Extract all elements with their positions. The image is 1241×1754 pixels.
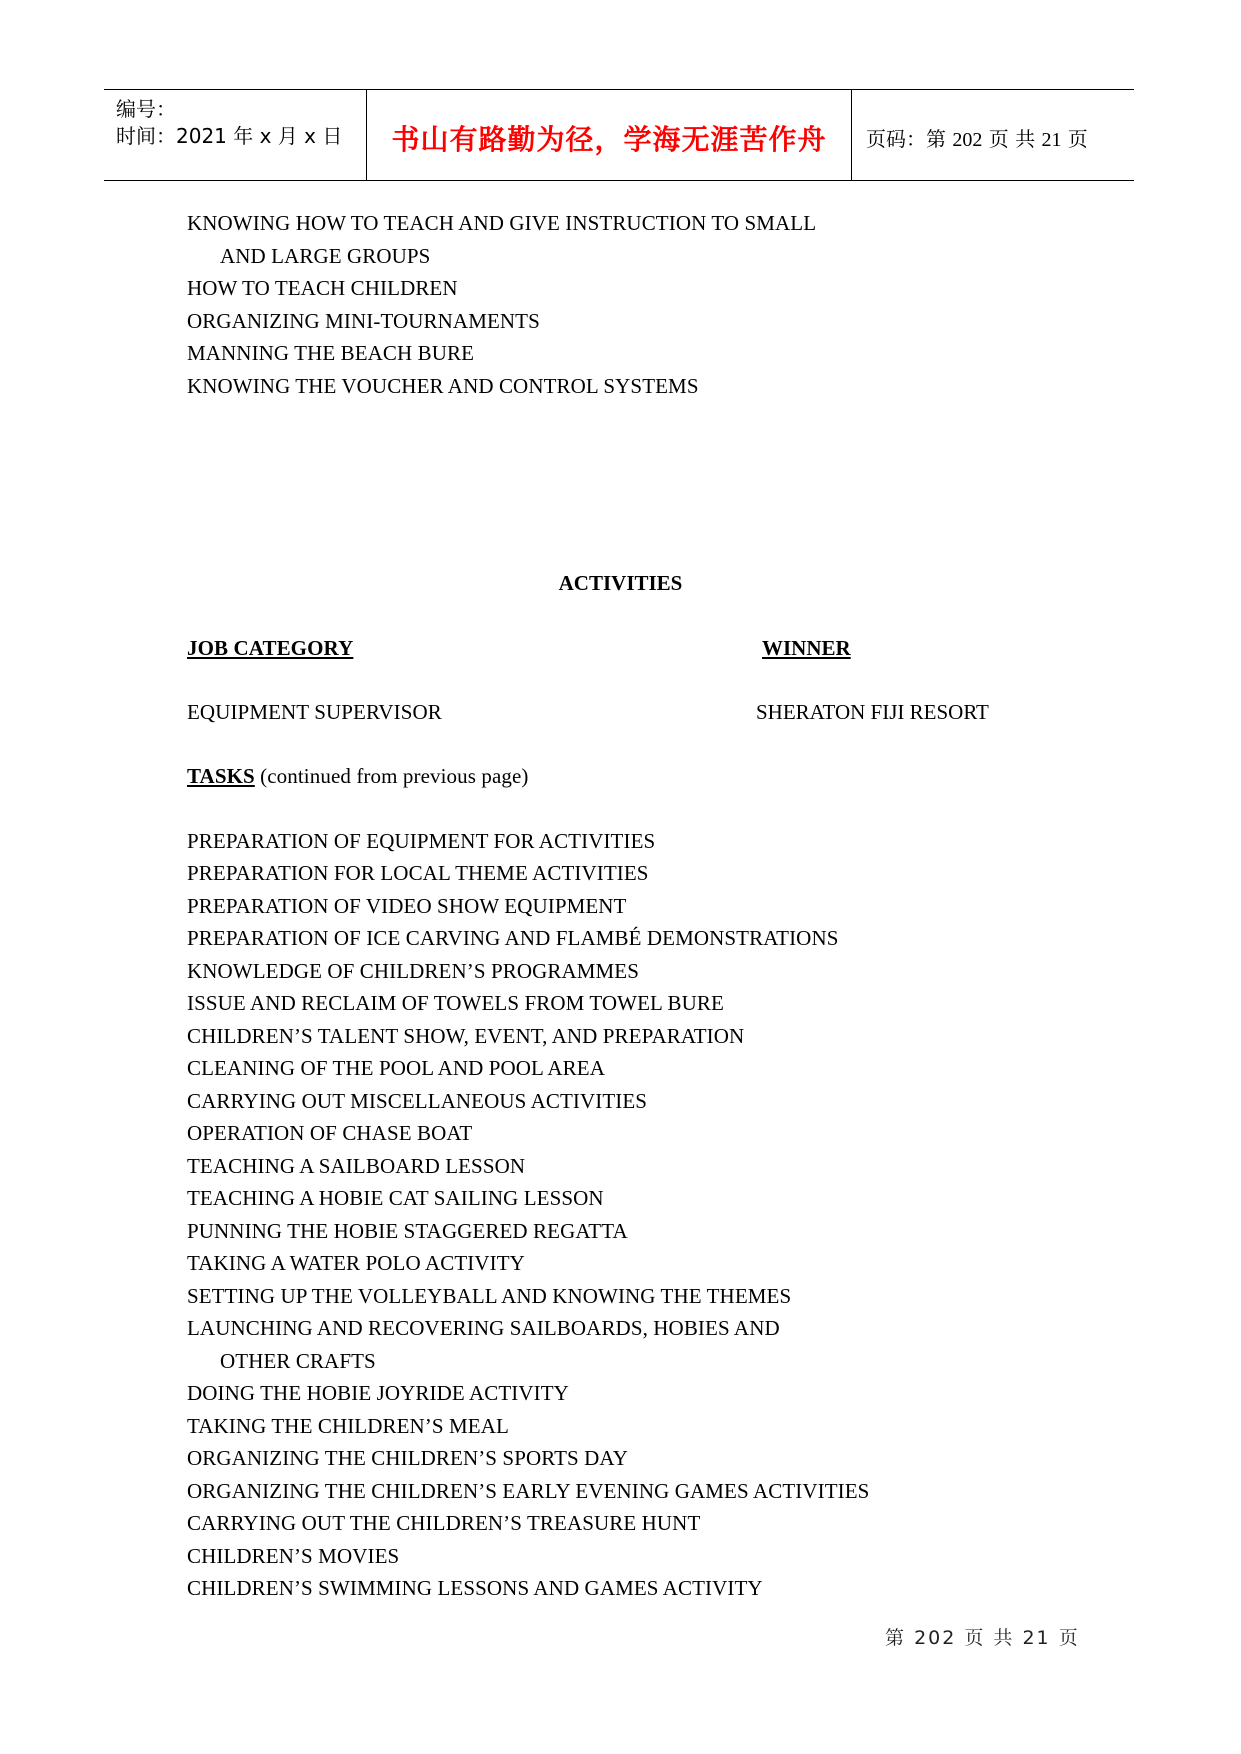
header-page-info: [866, 123, 1088, 152]
task-line: PREPARATION OF ICE CARVING AND FLAMBÉ DEMONSTRATIONS: [187, 926, 839, 950]
task-line: OTHER CRAFTS: [220, 1349, 376, 1373]
intro-line: MANNING THE BEACH BURE: [187, 341, 475, 365]
task-line: TEACHING A SAILBOARD LESSON: [187, 1154, 526, 1178]
document-time-label: 时间：2021 年 x 月 x 日: [116, 124, 343, 148]
intro-line: KNOWING THE VOUCHER AND CONTROL SYSTEMS: [187, 374, 699, 398]
intro-line: HOW TO TEACH CHILDREN: [187, 276, 458, 300]
task-line: TAKING THE CHILDREN’S MEAL: [187, 1414, 509, 1438]
task-line: CLEANING OF THE POOL AND POOL AREA: [187, 1056, 605, 1080]
tasks-heading: [187, 764, 529, 789]
footer-current: 202: [914, 1627, 957, 1649]
task-line: LAUNCHING AND RECOVERING SAILBOARDS, HOBIES AND: [187, 1316, 780, 1340]
task-line: ORGANIZING THE CHILDREN’S EARLY EVENING GAMES ACTIVITIES: [187, 1479, 870, 1503]
header-right-cell: [852, 90, 1134, 180]
intro-line: ORGANIZING MINI-TOURNAMENTS: [187, 309, 540, 333]
task-line: TAKING A WATER POLO ACTIVITY: [187, 1251, 525, 1275]
task-line: TEACHING A HOBIE CAT SAILING LESSON: [187, 1186, 604, 1210]
winner-value: SHERATON FIJI RESORT: [756, 700, 989, 724]
footer-mid: 页 共: [964, 1627, 1015, 1649]
footer-prefix: 第: [885, 1627, 907, 1649]
tasks-label: TASKS: [187, 764, 255, 788]
task-line: CARRYING OUT MISCELLANEOUS ACTIVITIES: [187, 1089, 648, 1113]
footer-total: 21: [1022, 1627, 1051, 1649]
header-motto: 书山有路勤为径，学海无涯苦作舟: [391, 123, 827, 156]
job-category-header: JOB CATEGORY: [187, 636, 354, 660]
header-left-cell: [104, 90, 366, 180]
document-number-label: 编号：: [116, 97, 176, 121]
task-line: DOING THE HOBIE JOYRIDE ACTIVITY: [187, 1381, 569, 1405]
winner-header: WINNER: [762, 636, 851, 660]
footer-suffix: 页: [1058, 1627, 1080, 1649]
task-line: CHILDREN’S MOVIES: [187, 1544, 400, 1568]
header-page-prefix: 页码：第: [866, 127, 946, 151]
intro-line: AND LARGE GROUPS: [220, 244, 431, 268]
task-line: KNOWLEDGE OF CHILDREN’S PROGRAMMES: [187, 959, 639, 983]
task-line: CHILDREN’S TALENT SHOW, EVENT, AND PREPARATION: [187, 1024, 745, 1048]
task-line: CARRYING OUT THE CHILDREN’S TREASURE HUNT: [187, 1511, 701, 1535]
task-line: PREPARATION OF EQUIPMENT FOR ACTIVITIES: [187, 829, 656, 853]
header-page-suffix: 页: [1067, 127, 1088, 151]
document-header: [104, 89, 1134, 181]
task-line: ISSUE AND RECLAIM OF TOWELS FROM TOWEL BURE: [187, 991, 724, 1015]
header-page-mid: 页 共: [988, 127, 1036, 151]
task-line: ORGANIZING THE CHILDREN’S SPORTS DAY: [187, 1446, 629, 1470]
task-line: PREPARATION FOR LOCAL THEME ACTIVITIES: [187, 861, 649, 885]
intro-line: KNOWING HOW TO TEACH AND GIVE INSTRUCTION TO SMALL: [187, 211, 817, 235]
task-line: SETTING UP THE VOLLEYBALL AND KNOWING THE THEMES: [187, 1284, 792, 1308]
tasks-note: (continued from previous page): [254, 764, 529, 788]
task-line: PUNNING THE HOBIE STAGGERED REGATTA: [187, 1219, 628, 1243]
task-line: CHILDREN’S SWIMMING LESSONS AND GAMES ACTIVITY: [187, 1576, 763, 1600]
header-page-total: 21: [1041, 129, 1062, 151]
task-line: PREPARATION OF VIDEO SHOW EQUIPMENT: [187, 894, 627, 918]
task-line: OPERATION OF CHASE BOAT: [187, 1121, 473, 1145]
header-middle-cell: [366, 90, 852, 180]
header-page-current: 202: [952, 129, 983, 151]
section-title: ACTIVITIES: [558, 571, 683, 595]
page-footer: [885, 1623, 1080, 1650]
job-category-value: EQUIPMENT SUPERVISOR: [187, 700, 442, 724]
